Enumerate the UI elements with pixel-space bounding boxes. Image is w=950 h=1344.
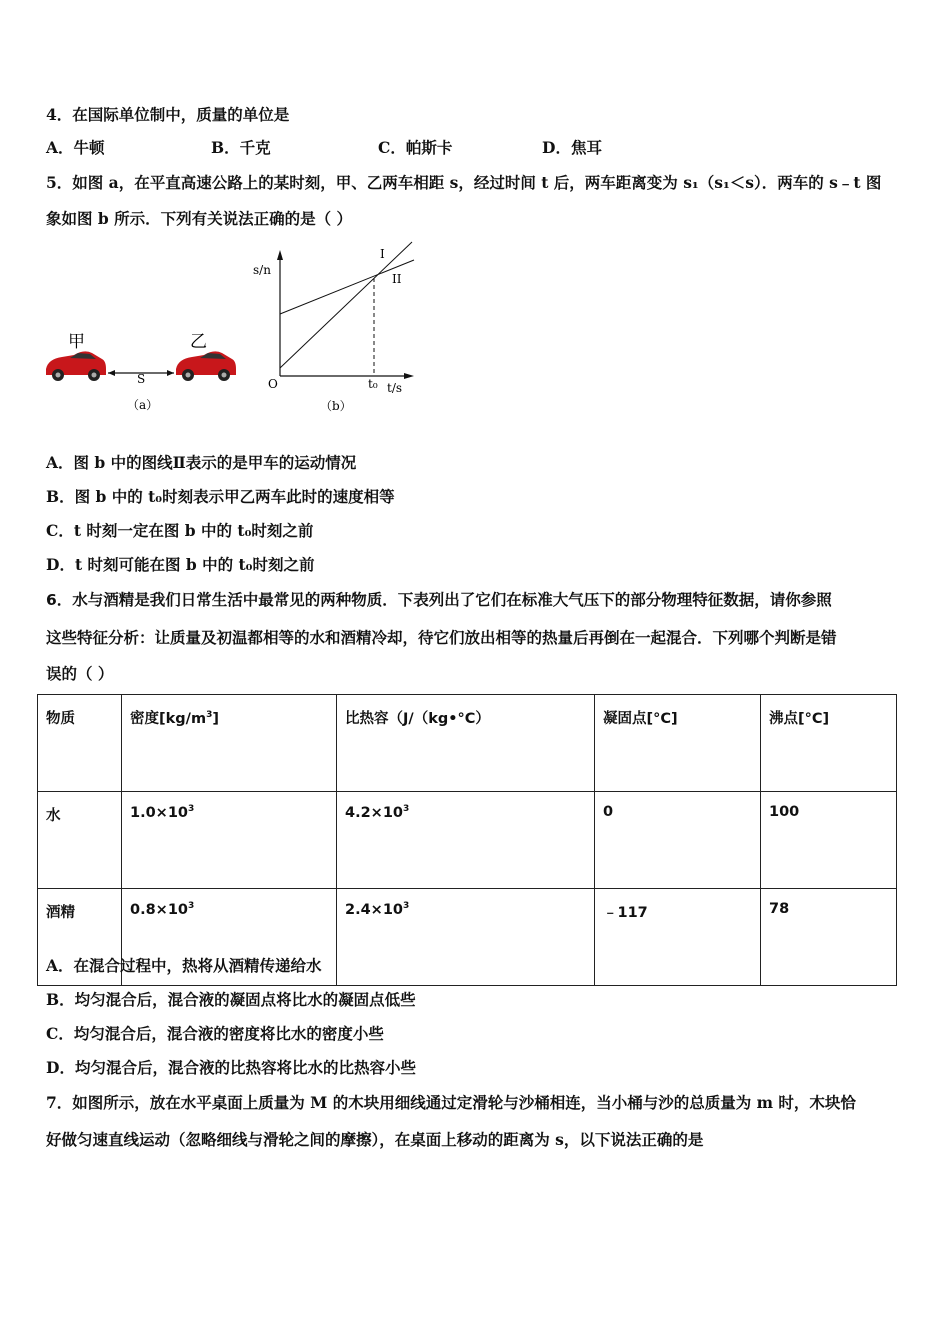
q5-option-a: A．图 b 中的图线Ⅱ表示的是甲车的运动情况 — [46, 453, 357, 472]
x-axis — [280, 373, 414, 379]
row-specific-heat: $4.2\times 10^3$ — [337, 792, 595, 889]
q5-stem-line2: 象如图 b 所示．下列有关说法正确的是（ ） — [46, 209, 353, 228]
row-boiling-point: 78 — [761, 889, 897, 986]
line-ii-label: II — [392, 272, 402, 286]
header-boiling-point: 沸点[°C] — [761, 695, 897, 792]
q4-stem: 4．在国际单位制中，质量的单位是 — [46, 105, 290, 124]
x-axis-label: t/s — [387, 381, 403, 395]
q5-figure-b — [250, 240, 430, 418]
properties-table — [37, 694, 897, 986]
line-i-label: I — [380, 247, 385, 261]
row-name: 水 — [38, 792, 122, 889]
q4-option-d: D．焦耳 — [542, 138, 602, 157]
q4-option-b: B．千克 — [211, 138, 271, 157]
row-name: 酒精 — [38, 889, 122, 986]
table-row — [38, 792, 897, 889]
q6-stem-line3: 误的（ ） — [46, 665, 114, 683]
q4-option-a: A．牛顿 — [46, 138, 105, 157]
row-freezing-point: ﹣117 — [595, 889, 761, 986]
q6-option-c: C．均匀混合后，混合液的密度将比水的密度小些 — [46, 1024, 384, 1043]
row-freezing-point: 0 — [595, 792, 761, 889]
q6-stem-line1: 6．水与酒精是我们日常生活中最常见的两种物质．下表列出了它们在标准大气压下的部分物理特征数据，请你参照 — [46, 591, 832, 609]
row-density: $1.0\times 10^3$ — [122, 792, 337, 889]
header-freezing-point: 凝固点[°C] — [595, 695, 761, 792]
table-header-row — [38, 695, 897, 792]
origin-label: O — [268, 377, 278, 391]
header-density: 密度$[kg/m^3]$ — [122, 695, 337, 792]
q6-option-b: B．均匀混合后，混合液的凝固点将比水的凝固点低些 — [46, 990, 416, 1009]
car-jia-label: 甲 — [68, 332, 85, 352]
q6-option-a: A．在混合过程中，热将从酒精传递给水 — [46, 956, 322, 975]
q6-stem-line2: 这些特征分析：让质量及初温都相等的水和酒精冷却，待它们放出相等的热量后再倒在一起混合．下列哪个判断是错 — [46, 629, 837, 647]
q5-option-d: D．t 时刻可能在图 b 中的 t₀时刻之前 — [46, 555, 315, 574]
y-axis-label: s/n — [253, 263, 271, 277]
q5-option-b: B．图 b 中的 t₀时刻表示甲乙两车此时的速度相等 — [46, 487, 395, 506]
q5-stem-line1: 5．如图 a，在平直高速公路上的某时刻，甲、乙两车相距 s，经过时间 t 后，两车距离变为 s₁（s₁＜s）．两车的 s﹣t 图 — [46, 173, 882, 192]
figure-b-caption: （b） — [320, 399, 352, 413]
q6-option-d: D．均匀混合后，混合液的比热容将比水的比热容小些 — [46, 1058, 416, 1077]
q7-stem-line2: 好做匀速直线运动（忽略细线与滑轮之间的摩擦），在桌面上移动的距离为 s，以下说法正确的是 — [46, 1130, 704, 1149]
q7-stem-line1: 7．如图所示，放在水平桌面上质量为 M 的木块用细线通过定滑轮与沙桶相连，当小桶与沙的总质量为 m 时，木块恰 — [46, 1093, 856, 1112]
header-substance: 物质 — [38, 695, 122, 792]
q5-option-c: C．t 时刻一定在图 b 中的 t₀时刻之前 — [46, 521, 314, 540]
t0-label: t₀ — [368, 377, 378, 391]
distance-label: S — [137, 372, 146, 386]
header-specific-heat: 比热容（J/（kg•°C） — [337, 695, 595, 792]
car-yi-icon — [176, 351, 236, 381]
row-specific-heat: $2.4\times 10^3$ — [337, 889, 595, 986]
car-yi-label: 乙 — [190, 332, 207, 352]
figure-a-caption: （a） — [127, 398, 159, 412]
graph-line-i — [280, 242, 412, 368]
graph-line-ii — [280, 260, 414, 314]
row-boiling-point: 100 — [761, 792, 897, 889]
q5-figure-a — [40, 325, 250, 420]
car-jia-icon — [46, 351, 106, 381]
row-density: $0.8\times 10^3$ — [122, 889, 337, 986]
q4-option-c: C．帕斯卡 — [378, 138, 453, 157]
